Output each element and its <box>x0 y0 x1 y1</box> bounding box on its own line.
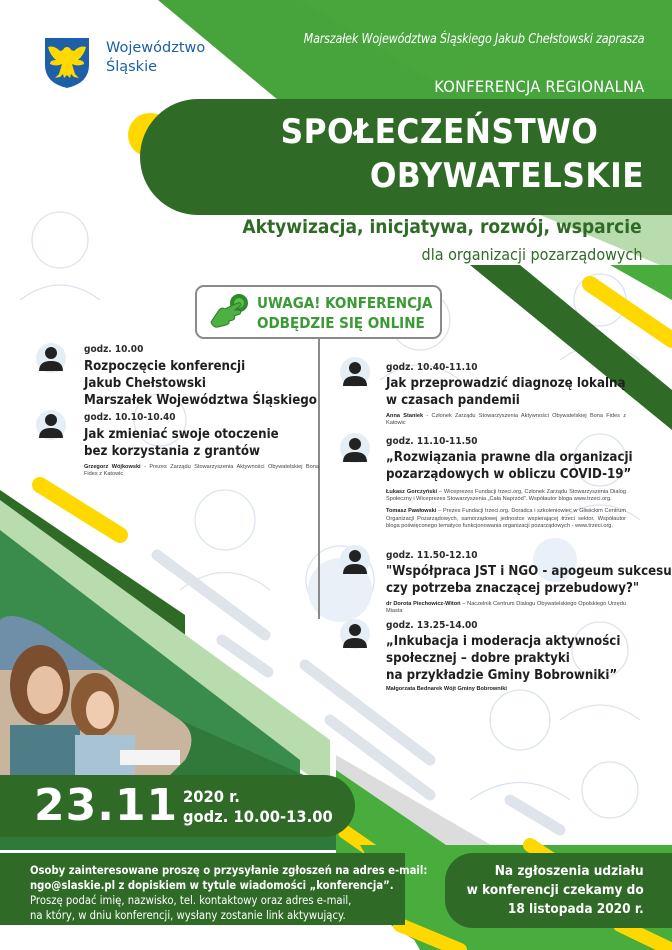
agenda-time: godz. 11.10-11.50 <box>386 436 478 447</box>
registration-info <box>30 863 427 923</box>
speaker-name: Tomasz Pawłowski <box>386 508 437 515</box>
agenda-item-right-3 <box>386 620 626 693</box>
speaker-name: Grzegorz Wójkowski <box>84 464 141 470</box>
person-icon <box>343 360 367 386</box>
title-line2: OBYWATELSKIE <box>369 156 644 196</box>
logo-line2: Śląskie <box>106 59 158 75</box>
silesia-eagle-shield-icon <box>44 37 90 89</box>
online-notice-line1: UWAGA! KONFERENCJA <box>257 294 433 312</box>
registration-line1: Osoby zainteresowane proszę o przysyłanie zgłoszeń na adres e-mail: <box>30 864 428 877</box>
voivodeship-logo <box>44 37 205 89</box>
agenda-item-left-1 <box>84 412 319 478</box>
agenda-title-line: „Rozwiązania prawne dla organizacji <box>386 449 633 465</box>
person-icon <box>343 548 367 574</box>
agenda-title-line: "Współpraca JST i NGO - apogeum sukcesu <box>386 563 672 579</box>
speaker-name: Małgorzata Bednarek Wójt Gminy Bobrowniki <box>386 686 507 692</box>
online-notice-line2: ODBĘDZIE SIĘ ONLINE <box>257 314 425 332</box>
speaker-bio <box>386 686 626 693</box>
invitation-line: Marszałek Województwa Śląskiego Jakub Chełstowski zaprasza <box>303 31 644 47</box>
deadline-line1: Na zgłoszenia udziału <box>495 863 644 879</box>
agenda-title-line: Marszałek Województwa Śląskiego <box>84 392 317 408</box>
speaker-bio <box>386 413 626 427</box>
person-icon <box>39 345 63 371</box>
person-icon <box>39 412 63 438</box>
registration-line3: Proszę podać imię, nazwisko, tel. kontaktowy oraz adres e-mail, <box>30 894 352 907</box>
agenda-time: godz. 11.50-12.10 <box>386 550 478 561</box>
agenda-time: godz. 10.10-10.40 <box>84 412 176 423</box>
agenda-title-line: społecznej – dobre praktyki <box>386 650 570 666</box>
agenda-title-line: „Inkubacja i moderacja aktywności <box>386 633 621 649</box>
event-date: 23.11 <box>34 780 179 831</box>
speaker-description: – Prezes Fundacji trzeci.org. Doradca i szkoleniowiec w Gliwickim Centrum Organizacji Pozarządowych, samorządowej jednostce wspierającej trzeci sektor. Współautor bloga poświęconego tematyce funkcjonowania organizacji pozarządowych - www.trzeci.org. <box>386 508 626 529</box>
subtitle-line2: dla organizacji pozarządowych <box>421 245 642 264</box>
speaker-description: - Członek Zarządu Stowarzyszenia Aktywności Obywatelskiej Bona Fides z Katowic <box>386 413 627 427</box>
event-hours: godz. 10.00-13.00 <box>183 807 333 826</box>
speaker-name: Łukasz Gorczyński <box>386 489 438 495</box>
speaker-description: – Wiceprezes Fundacji trzeci.org, Członek Zarządu Stowarzyszenia Dialog Społeczny i Wiceprezes Stowarzyszenia „Cała Naprzód”. Współautor bloga www.trzeci.org. <box>386 489 626 503</box>
agenda-item-right-2 <box>386 550 672 615</box>
event-year: 2020 r. <box>183 787 240 806</box>
speaker-name: dr Dorota Piechowicz-Witoń <box>386 601 461 607</box>
online-notice-box <box>195 285 442 339</box>
students-photo <box>0 610 200 775</box>
hand-click-icon <box>207 292 251 332</box>
agenda-time: godz. 10.00 <box>84 344 144 355</box>
speaker-bio <box>386 489 626 503</box>
person-icon <box>343 622 367 648</box>
speaker-description: – Naczelnik Centrum Dialogu Obywatelskiego Opolskiego Urzędu Miasta <box>386 601 626 615</box>
registration-line2: ngo@slaskie.pl z dopiskiem w tytule wiadomości „konferencja”. <box>30 879 394 892</box>
person-icon <box>343 436 367 462</box>
agenda-title-line: w czasach pandemii <box>386 392 520 408</box>
agenda-title-line: Jak przeprowadzić diagnozę lokalną <box>386 375 626 391</box>
speaker-bio <box>84 464 319 478</box>
speaker-name: Anna Staniek <box>386 413 424 419</box>
agenda-title-line: bez korzystania z grantów <box>84 443 261 459</box>
speaker-bio <box>386 601 626 615</box>
title-line1: SPOŁECZEŃSTWO <box>280 112 598 152</box>
agenda-time: godz. 10.40-11.10 <box>386 362 478 373</box>
agenda-title-line: Jak zmieniać swoje otoczenie <box>84 426 279 442</box>
agenda-item-left-0 <box>84 344 349 409</box>
agenda-title-line: Jakub Chełstowski <box>84 375 207 391</box>
deadline-line3: 18 listopada 2020 r. <box>508 901 644 917</box>
speaker-bio <box>386 508 626 530</box>
subtitle-line1: Aktywizacja, inicjatywa, rozwój, wsparcie <box>242 216 642 238</box>
agenda-title-line: pozarządowych w obliczu COVID-19” <box>386 466 632 482</box>
agenda-item-right-0 <box>386 362 626 427</box>
agenda-time: godz. 13.25-14.00 <box>386 620 478 631</box>
conference-type: KONFERENCJA REGIONALNA <box>433 77 644 96</box>
agenda-title-line: Rozpoczęcie konferencji <box>84 358 246 374</box>
registration-deadline <box>467 862 644 919</box>
deadline-line2: w konferencji czekamy do <box>466 882 644 898</box>
agenda-title-line: czy potrzeba znaczącej przebudowy?" <box>386 580 640 596</box>
agenda-title-line: na przykładzie Gminy Bobrowniki” <box>386 667 618 683</box>
registration-line4: na który, w dniu konferencji, wysłany zostanie link aktywujący. <box>30 909 346 922</box>
logo-line1: Województwo <box>106 40 206 56</box>
speaker-description: - Prezes Zarządu Stowarzyszenia Aktywności Obywatelskiej Bona Fides z Katowic <box>84 464 319 478</box>
agenda-item-right-1 <box>386 436 633 530</box>
